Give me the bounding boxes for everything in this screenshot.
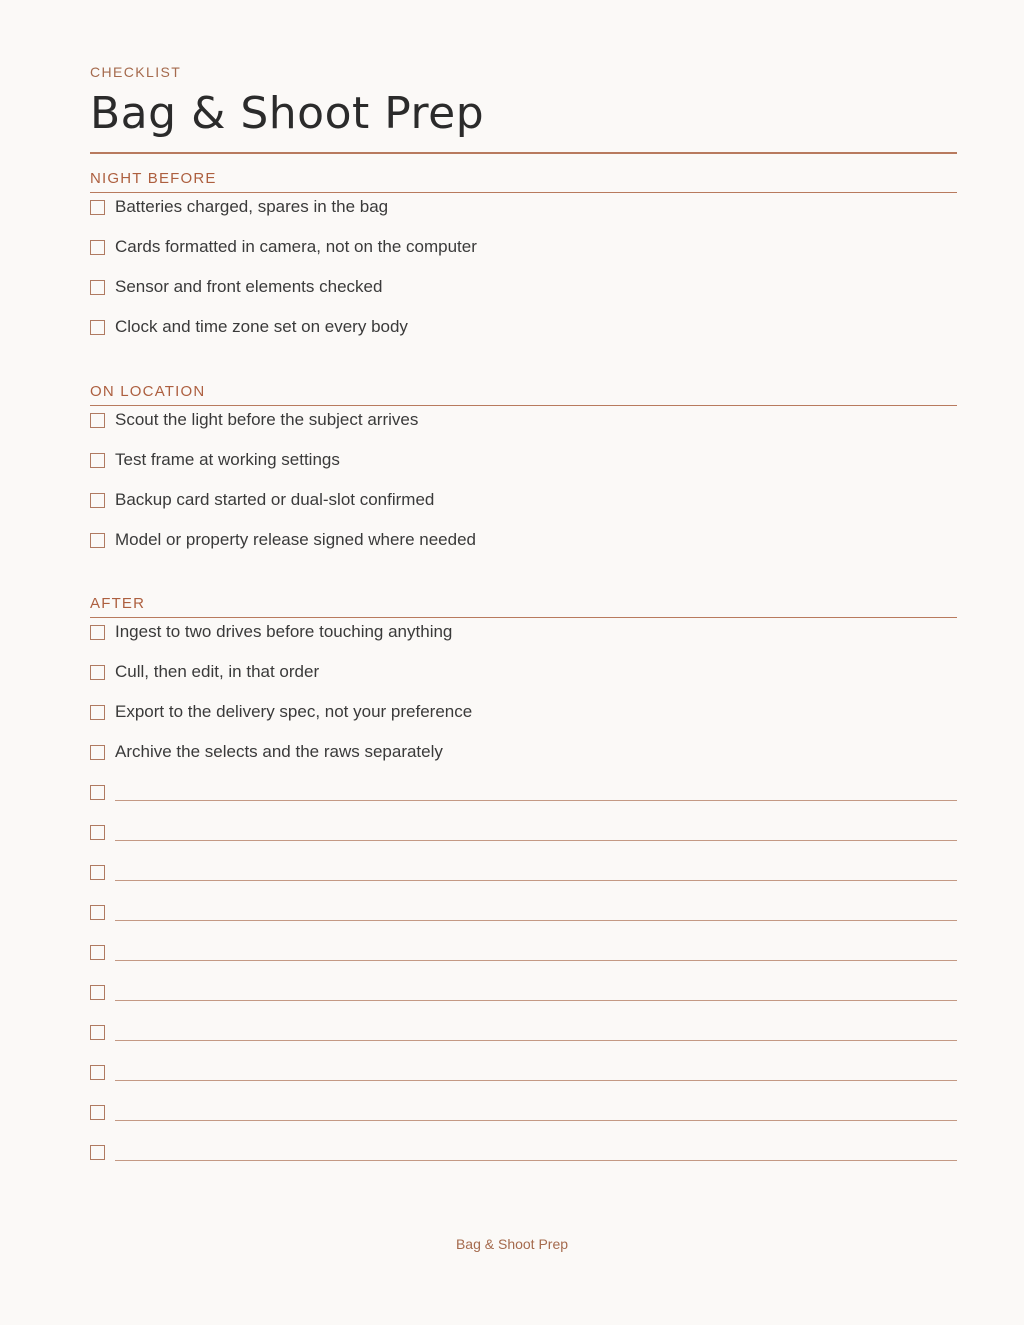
item-label: Backup card started or dual-slot confirmed	[115, 490, 435, 509]
write-in-line[interactable]	[115, 1120, 957, 1121]
section-heading: AFTER	[90, 595, 957, 618]
checklist-item	[90, 618, 957, 658]
item-label: Cards formatted in camera, not on the computer	[115, 237, 477, 256]
section-night-before	[90, 170, 957, 353]
checkbox[interactable]	[90, 1065, 105, 1080]
section-heading: ON LOCATION	[90, 383, 957, 406]
write-in-line[interactable]	[115, 1080, 957, 1081]
checkbox[interactable]	[90, 785, 105, 800]
item-label: Ingest to two drives before touching anything	[115, 622, 453, 641]
checkbox[interactable]	[90, 453, 105, 468]
checklist-item	[90, 193, 957, 233]
checkbox[interactable]	[90, 985, 105, 1000]
checkbox[interactable]	[90, 945, 105, 960]
checklist-item	[90, 658, 957, 698]
write-in-line[interactable]	[115, 1000, 957, 1001]
checklist-item	[90, 486, 957, 526]
item-label: Batteries charged, spares in the bag	[115, 197, 389, 216]
item-label: Clock and time zone set on every body	[115, 317, 408, 336]
checklist-item	[90, 698, 957, 738]
checkbox[interactable]	[90, 865, 105, 880]
section-on-location	[90, 383, 957, 566]
item-label: Scout the light before the subject arrives	[115, 410, 419, 429]
checkbox[interactable]	[90, 533, 105, 548]
checkbox[interactable]	[90, 240, 105, 255]
write-in-line[interactable]	[115, 920, 957, 921]
blank-item	[90, 1138, 957, 1178]
checkbox[interactable]	[90, 665, 105, 680]
write-in-line[interactable]	[115, 840, 957, 841]
checkbox[interactable]	[90, 493, 105, 508]
blank-item	[90, 978, 957, 1018]
write-in-line[interactable]	[115, 880, 957, 881]
checkbox[interactable]	[90, 1145, 105, 1160]
write-in-line[interactable]	[115, 1040, 957, 1041]
checkbox[interactable]	[90, 320, 105, 335]
page-title: Bag & Shoot Prep	[90, 88, 485, 139]
checklist-item	[90, 313, 957, 353]
checklist-item	[90, 273, 957, 313]
checklist-item	[90, 526, 957, 566]
checkbox[interactable]	[90, 905, 105, 920]
blank-item	[90, 1098, 957, 1138]
blank-item	[90, 818, 957, 858]
write-in-line[interactable]	[115, 1160, 957, 1161]
blank-item	[90, 778, 957, 818]
checkbox[interactable]	[90, 1025, 105, 1040]
section-after	[90, 595, 957, 1178]
checklist-item	[90, 738, 957, 778]
item-label: Cull, then edit, in that order	[115, 662, 320, 681]
write-in-line[interactable]	[115, 800, 957, 801]
page-eyebrow: CHECKLIST	[90, 64, 182, 80]
checkbox[interactable]	[90, 413, 105, 428]
item-label: Archive the selects and the raws separately	[115, 742, 443, 761]
checkbox[interactable]	[90, 745, 105, 760]
blank-item	[90, 858, 957, 898]
blank-item	[90, 938, 957, 978]
checklist-item	[90, 446, 957, 486]
checkbox[interactable]	[90, 825, 105, 840]
title-divider	[90, 152, 957, 154]
checkbox[interactable]	[90, 1105, 105, 1120]
checklist-item	[90, 233, 957, 273]
item-label: Test frame at working settings	[115, 450, 340, 469]
checkbox[interactable]	[90, 200, 105, 215]
checkbox[interactable]	[90, 625, 105, 640]
checkbox[interactable]	[90, 705, 105, 720]
item-label: Model or property release signed where needed	[115, 530, 477, 549]
blank-item	[90, 1018, 957, 1058]
checklist-item	[90, 406, 957, 446]
blank-item	[90, 1058, 957, 1098]
item-label: Export to the delivery spec, not your preference	[115, 702, 473, 721]
write-in-line[interactable]	[115, 960, 957, 961]
checkbox[interactable]	[90, 280, 105, 295]
page-footer: Bag & Shoot Prep	[455, 1236, 569, 1252]
item-label: Sensor and front elements checked	[115, 277, 383, 296]
section-heading: NIGHT BEFORE	[90, 170, 957, 193]
blank-item	[90, 898, 957, 938]
